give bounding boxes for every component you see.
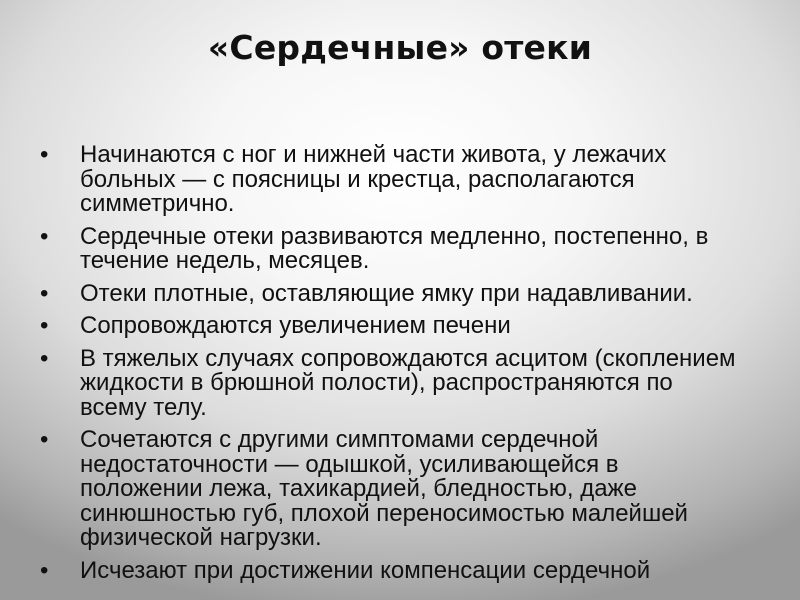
bullet-text: Отеки плотные, оставляющие ямку при надавливании. [80, 279, 693, 307]
bullet-text: Сопровождаются увеличением печени [80, 312, 511, 339]
bullet-item-1 [0, 143, 800, 217]
bullet-item-2 [0, 222, 800, 274]
bullet-text: Сочетаются с другими симптомами сердечной недостаточности — одышкой, усиливающейся в положении лежа, тахикардией, бледностью, даже синюшностью губ, плохой переносимостью малейшей физической нагрузки. [80, 426, 688, 551]
bullet-item-5 [0, 344, 800, 421]
bullet-marker: • [40, 312, 49, 339]
bullet-marker: • [40, 426, 49, 453]
bullet-item-3 [0, 279, 800, 307]
bullet-text: В тяжелых случаях сопровождаются асцитом (скоплением жидкости в брюшной полости), распространяются по всему телу. [80, 344, 736, 421]
bullet-item-6 [0, 428, 800, 551]
bullet-item-4 [0, 314, 800, 339]
bullet-marker: • [40, 222, 49, 250]
bullet-item-7 [0, 556, 800, 584]
bullet-marker: • [40, 279, 49, 307]
bullet-marker: • [40, 344, 49, 372]
bullet-text: Исчезают при достижении компенсации сердечной [80, 556, 651, 584]
bullet-text: Сердечные отеки развиваются медленно, постепенно, в течение недель, месяцев. [80, 222, 709, 274]
bullet-marker: • [40, 556, 49, 584]
bullet-list [0, 143, 800, 591]
bullet-marker: • [40, 141, 49, 168]
slide-title: «Сердечные» отеки [207, 28, 593, 67]
bullet-text: Начинаются с ног и нижней части живота, у лежачих больных — с поясницы и крестца, располагаются симметрично. [80, 141, 667, 217]
